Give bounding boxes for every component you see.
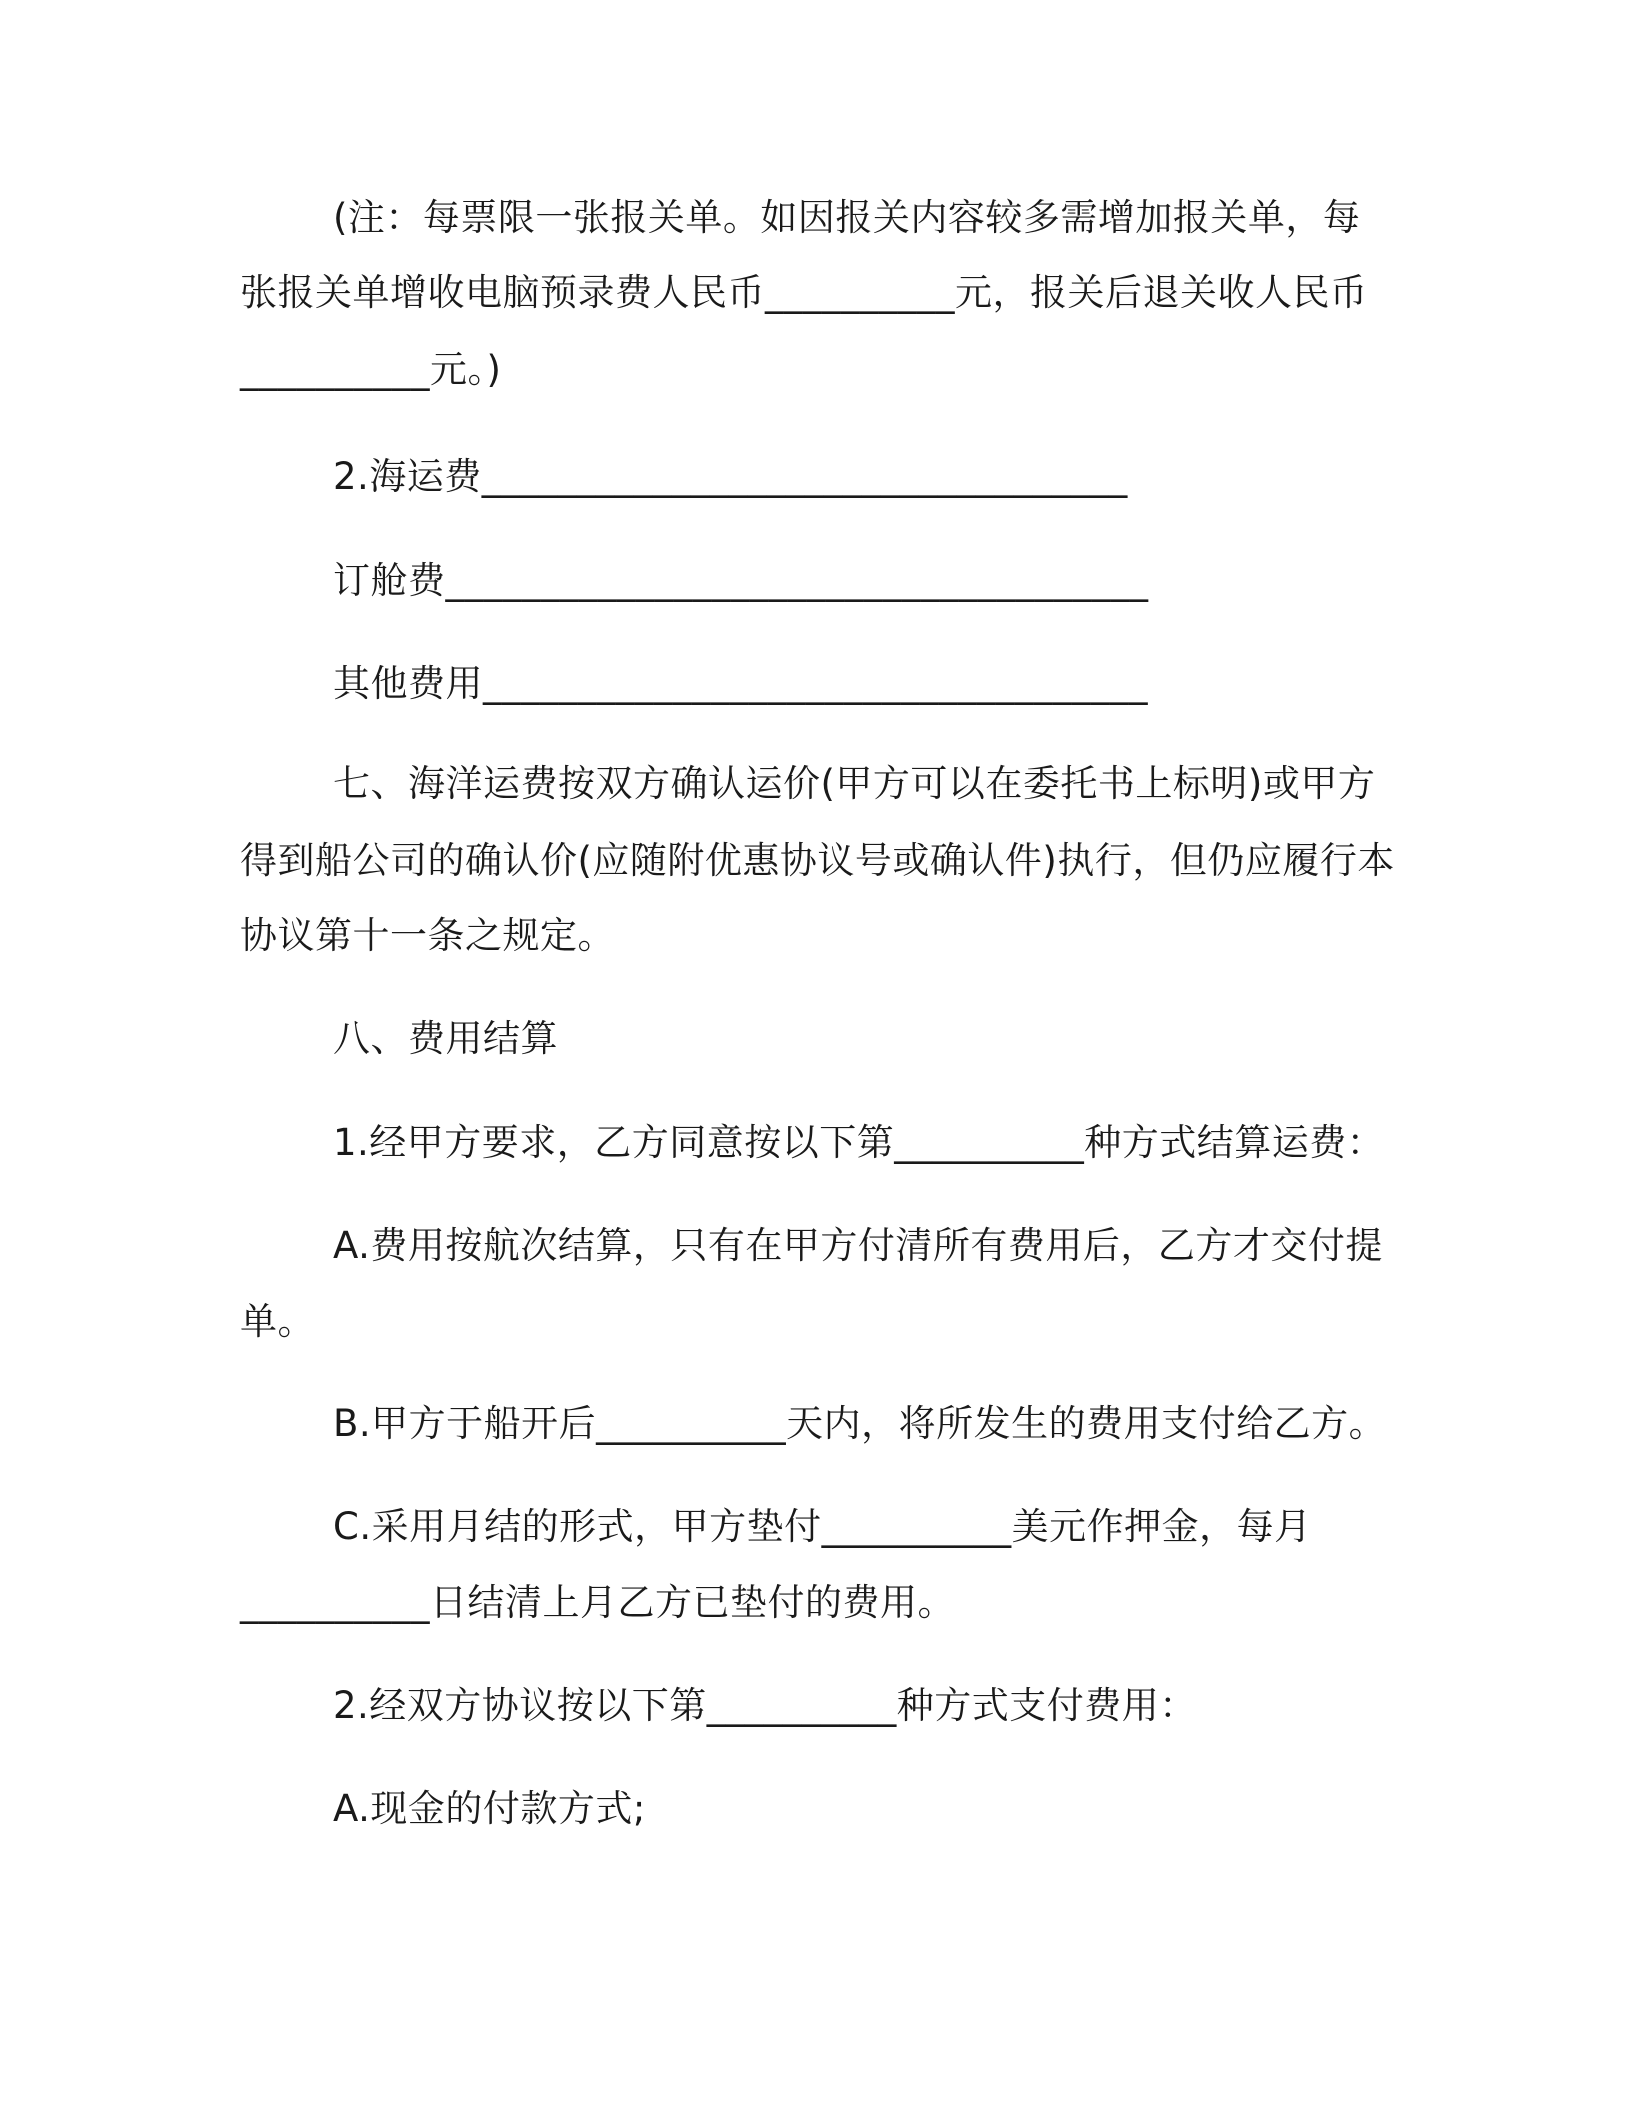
note-line-2: 张报关单增收电脑预录费人民币__________元，报关后退关收人民币 [240, 271, 1368, 314]
payment-a-line: A.现金的付款方式; [333, 1787, 646, 1830]
booking-fee-line: 订舱费_____________________________________ [333, 559, 1149, 602]
option-b-line: B.甲方于船开后__________天内，将所发生的费用支付给乙方。 [333, 1402, 1387, 1445]
item-1-line: 1.经甲方要求，乙方同意按以下第__________种方式结算运费： [333, 1121, 1385, 1164]
note-line-1: (注：每票限一张报关单。如因报关内容较多需增加报关单，每 [333, 196, 1361, 239]
note-line-3: __________元。) [240, 348, 502, 391]
clause-7-line-1: 七、海洋运费按双方确认运价(甲方可以在委托书上标明)或甲方 [333, 762, 1376, 805]
clause-7-line-2: 得到船公司的确认价(应随附优惠协议号或确认件)执行，但仍应履行本 [240, 839, 1395, 882]
option-a-line-2: 单。 [240, 1300, 315, 1343]
option-c-line-1: C.采用月结的形式，甲方垫付__________美元作押金，每月 [333, 1505, 1312, 1548]
clause-7-line-3: 协议第十一条之规定。 [240, 914, 615, 957]
other-fees-line: 其他费用___________________________________ [333, 662, 1148, 705]
option-c-line-2: __________日结清上月乙方已垫付的费用。 [240, 1581, 955, 1624]
option-a-line-1: A.费用按航次结算，只有在甲方付清所有费用后，乙方才交付提 [333, 1224, 1383, 1267]
item-2-line: 2.经双方协议按以下第__________种方式支付费用： [333, 1684, 1197, 1727]
ocean-freight-line: 2.海运费__________________________________ [333, 455, 1128, 498]
section-8-heading: 八、费用结算 [333, 1017, 558, 1060]
